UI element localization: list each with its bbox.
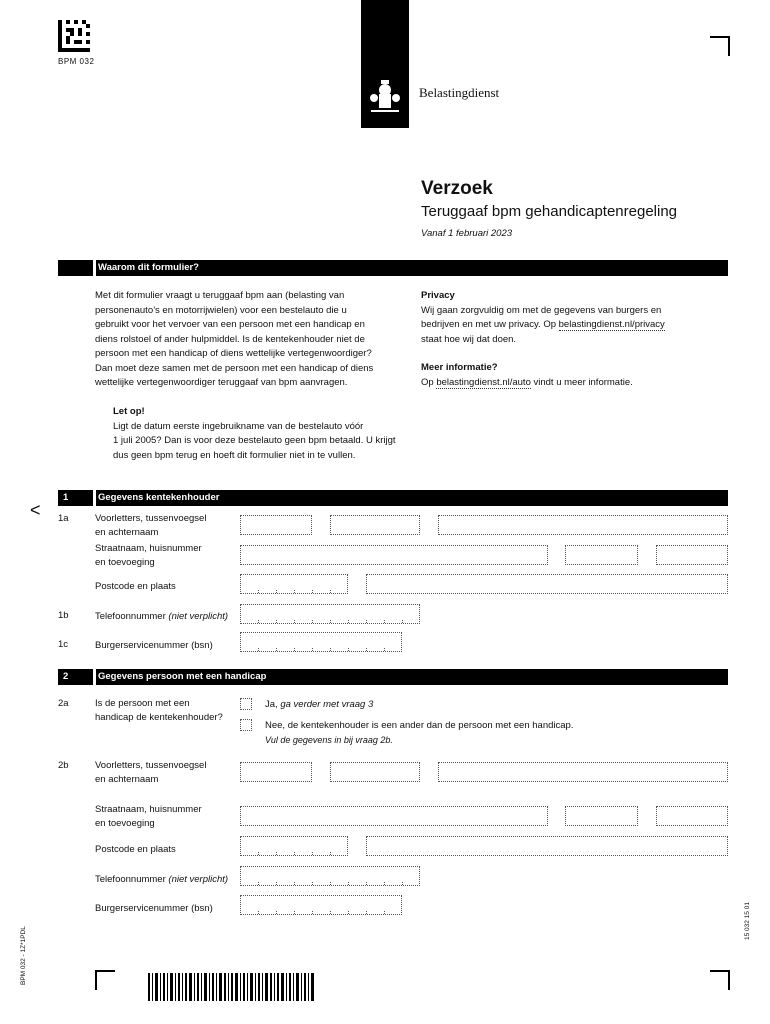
q1b-label-text: Telefoonnummer: [95, 611, 166, 622]
q2b-address-label: [95, 803, 202, 831]
q2a-yes-note: ga verder met vraag 3: [280, 699, 374, 710]
q2b-label-line: en achternaam: [95, 774, 159, 785]
q2a-yes-text: Ja,: [265, 699, 278, 710]
q2a-label: [95, 697, 223, 725]
q2b-initials-field[interactable]: [240, 762, 312, 782]
q2b-housenumber-field[interactable]: [565, 806, 638, 826]
q1a-infix-field[interactable]: [330, 515, 420, 535]
privacy-link[interactable]: belastingdienst.nl/privacy: [558, 319, 665, 330]
q1b-phone-field[interactable]: [240, 604, 420, 624]
intro-line: diens rolstoel of ander hulpmiddel. Is de kentekenhouder niet de: [95, 333, 365, 345]
q1a-surname-field[interactable]: [438, 515, 728, 535]
q1c-bsn-field[interactable]: [240, 632, 402, 652]
q1a-housenumber-field[interactable]: [565, 545, 638, 565]
q2b-addition-field[interactable]: [656, 806, 728, 826]
q1a-postcode-label: Postcode en plaats: [95, 581, 176, 592]
intro-section-bar: [58, 260, 728, 276]
section2-number: 2: [63, 671, 69, 682]
more-info-block: [421, 361, 721, 390]
q2a-label-line: handicap de kentekenhouder?: [95, 712, 223, 723]
q2a-yes-checkbox[interactable]: [240, 698, 252, 710]
address-label-line: Straatnaam, huisnummer: [95, 804, 202, 815]
warning-line: 1 juli 2005? Dan is voor deze bestelauto geen bpm betaald. U krijgt: [113, 435, 396, 446]
privacy-line: staat hoe wij dat doen.: [421, 333, 517, 345]
q1b-note: (niet verplicht): [168, 611, 229, 622]
datamatrix-code: [58, 20, 90, 52]
q2b-surname-field[interactable]: [438, 762, 728, 782]
more-info-text: vindt u meer informatie.: [530, 376, 633, 388]
corner-mark-top-right: [710, 36, 730, 56]
q2b-postcode-field[interactable]: [240, 836, 348, 856]
warning-title: Let op!: [113, 406, 145, 417]
logo-emblem: [361, 0, 409, 128]
q1a-label-line: Voorletters, tussenvoegsel: [95, 513, 207, 524]
q1c-number: 1c: [58, 639, 69, 650]
privacy-line: Wij gaan zorgvuldig om met de gegevens van burgers en: [421, 304, 662, 316]
corner-mark-bottom-right: [710, 970, 730, 990]
page-title: Verzoek: [421, 178, 493, 199]
side-form-code: BPM 032 - 1Z*1PDL: [20, 926, 27, 985]
q2b-city-field[interactable]: [366, 836, 728, 856]
q2a-no-label: Nee, de kentekenhouder is een ander dan de persoon met een handicap.: [265, 720, 574, 731]
intro-line: Dan moet deze samen met de persoon met een handicap of diens: [95, 362, 374, 374]
q1a-initials-field[interactable]: [240, 515, 312, 535]
intro-body: [95, 289, 415, 391]
privacy-block: [421, 289, 721, 347]
q2b-infix-field[interactable]: [330, 762, 420, 782]
intro-line: wettelijke vertegenwoordiger teruggaaf van bpm aanvragen.: [95, 377, 348, 388]
q1a-label-line: en achternaam: [95, 527, 159, 538]
warning-line: Ligt de datum eerste ingebruikname van de bestelauto vóór: [113, 420, 364, 432]
address-label-line: en toevoeging: [95, 818, 155, 829]
address-label-line: en toevoeging: [95, 557, 155, 568]
q2a-number: 2a: [58, 698, 69, 709]
section2-bar: [58, 669, 728, 685]
q1a-label: [95, 512, 206, 540]
q2b-street-field[interactable]: [240, 806, 548, 826]
privacy-title: Privacy: [421, 290, 455, 301]
section1-bar: [58, 490, 728, 506]
q2b-bsn-label: Burgerservicenummer (bsn): [95, 903, 213, 914]
more-info-title: Meer informatie?: [421, 362, 498, 373]
q2a-no-note: Vul de gegevens in bij vraag 2b.: [265, 735, 393, 745]
logo-text: Belastingdienst: [419, 85, 500, 100]
q1a-address-label: [95, 542, 202, 570]
chevron-left-icon: <: [30, 500, 41, 520]
section2-title: Gegevens persoon met een handicap: [98, 671, 267, 682]
q1a-postcode-field[interactable]: [240, 574, 348, 594]
form-code: BPM 032: [58, 57, 95, 66]
q2a-label-line: Is de persoon met een: [95, 698, 190, 709]
q2b-postcode-label: Postcode en plaats: [95, 844, 176, 855]
q1a-number: 1a: [58, 513, 69, 524]
intro-line: personenauto’s en motorrijwielen) voor een bestelauto die u: [95, 304, 347, 316]
intro-line: persoon met een handicap of diens wettelijke vertegenwoordiger?: [95, 348, 372, 359]
q2b-phone-field[interactable]: [240, 866, 420, 886]
q1b-label: [95, 610, 228, 624]
q2b-label-line: Voorletters, tussenvoegsel: [95, 760, 207, 771]
corner-mark-bottom-left: [95, 970, 115, 990]
q1a-city-field[interactable]: [366, 574, 728, 594]
side-version-code: 15 032 15 01: [744, 902, 751, 940]
intro-line: gebruikt voor het vervoer van een persoon met een handicap en: [95, 319, 365, 330]
q1c-label: Burgerservicenummer (bsn): [95, 640, 213, 651]
q2b-label: [95, 759, 206, 787]
q2b-number: 2b: [58, 760, 69, 771]
q2a-no-checkbox[interactable]: [240, 719, 252, 731]
warning-block: [113, 405, 413, 463]
q1b-number: 1b: [58, 610, 69, 621]
barcode: [148, 973, 316, 1001]
section1-number: 1: [63, 492, 69, 503]
q2a-yes-label: [265, 699, 373, 710]
q2b-phone-label: [95, 873, 228, 887]
intro-section-title: Waarom dit formulier?: [98, 262, 199, 273]
privacy-text: bedrijven en met uw privacy. Op: [421, 319, 559, 330]
valid-from-date: Vanaf 1 februari 2023: [421, 228, 513, 239]
intro-line: Met dit formulier vraagt u teruggaaf bpm aan (belasting van: [95, 290, 345, 301]
q2b-bsn-field[interactable]: [240, 895, 402, 915]
address-label-line: Straatnaam, huisnummer: [95, 543, 202, 554]
warning-line: dus geen bpm terug en hoeft dit formulier niet in te vullen.: [113, 449, 356, 461]
q2b-phone-text: Telefoonnummer: [95, 874, 166, 885]
q2b-phone-note: (niet verplicht): [168, 874, 229, 885]
q1a-street-field[interactable]: [240, 545, 548, 565]
page-subtitle: Teruggaaf bpm gehandicaptenregeling: [421, 203, 678, 220]
section1-title: Gegevens kentekenhouder: [98, 492, 220, 503]
more-info-link[interactable]: belastingdienst.nl/auto: [436, 376, 531, 388]
more-info-text: Op: [421, 376, 437, 388]
q1a-addition-field[interactable]: [656, 545, 728, 565]
